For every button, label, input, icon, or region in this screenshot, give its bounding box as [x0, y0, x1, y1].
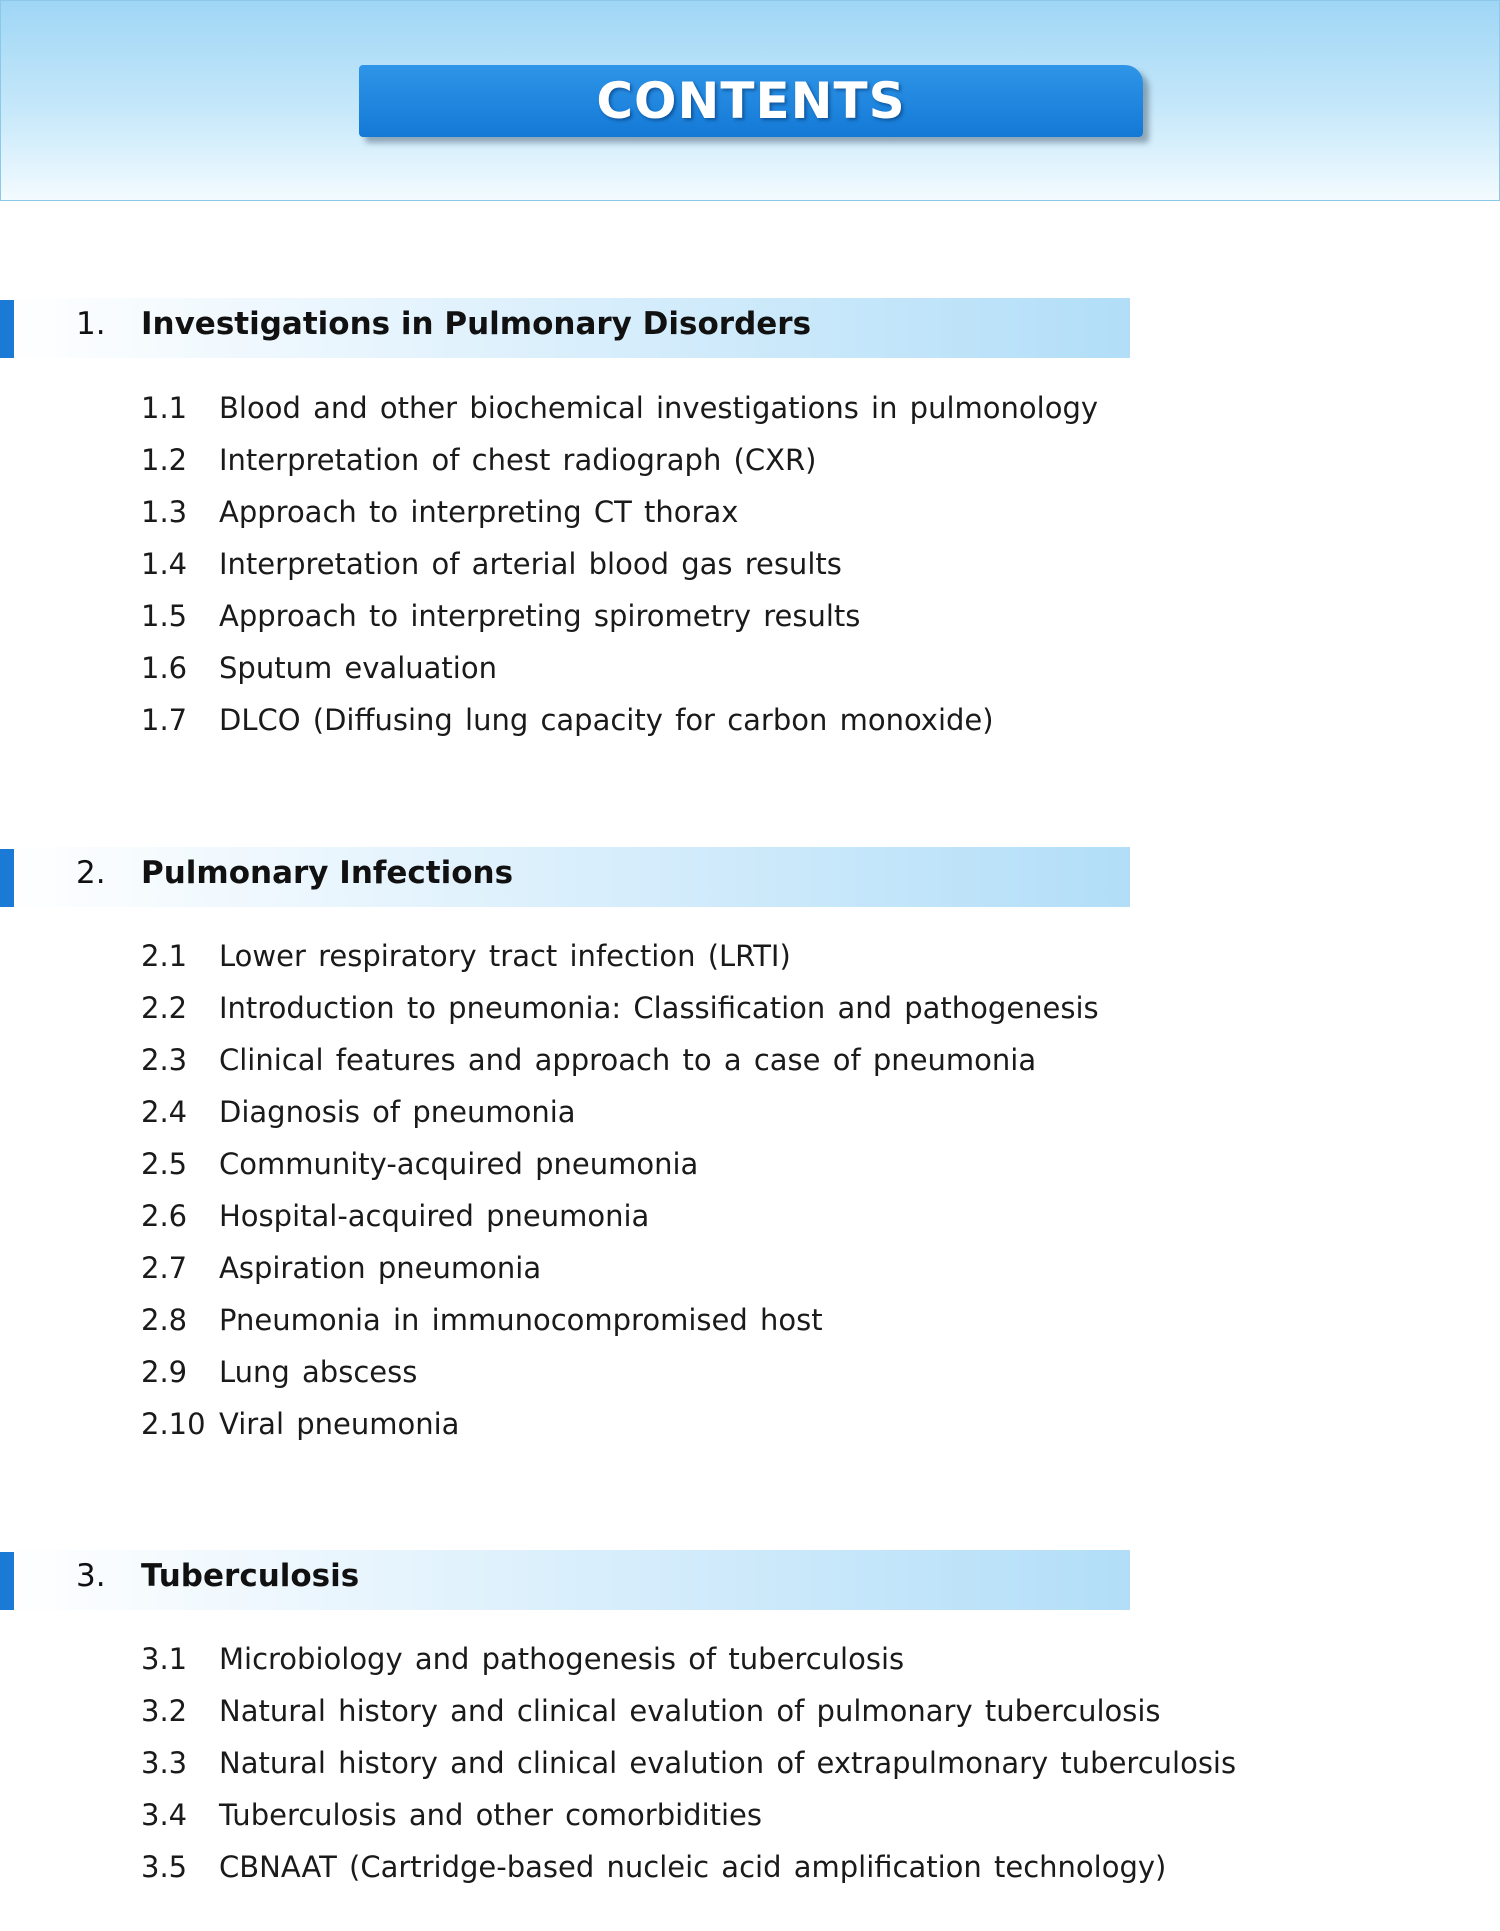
chapter-title: Tuberculosis — [141, 1558, 360, 1594]
toc-item[interactable] — [0, 693, 1500, 745]
item-number: 2.6 — [141, 1199, 188, 1233]
chapter-title: Pulmonary Infections — [141, 855, 514, 891]
toc-item[interactable] — [0, 1293, 1500, 1345]
chapter-2-items — [0, 929, 1500, 1449]
chapter-number: 3. — [76, 1558, 106, 1594]
toc-item[interactable] — [0, 1788, 1500, 1840]
item-number: 2.5 — [141, 1147, 188, 1181]
chapter-marker — [0, 849, 14, 907]
item-number: 2.2 — [141, 991, 188, 1025]
item-title: Lower respiratory tract infection (LRTI) — [219, 939, 791, 973]
chapter-marker — [0, 1552, 14, 1610]
item-title: Viral pneumonia — [219, 1407, 460, 1441]
item-number: 2.7 — [141, 1251, 188, 1285]
item-title: Approach to interpreting CT thorax — [219, 495, 739, 529]
toc-item[interactable] — [0, 1397, 1500, 1449]
item-number: 1.5 — [141, 599, 188, 633]
toc-item[interactable] — [0, 1632, 1500, 1684]
item-number: 1.7 — [141, 703, 188, 737]
item-number: 3.5 — [141, 1850, 188, 1884]
chapter-marker — [0, 300, 14, 358]
toc-item[interactable] — [0, 1033, 1500, 1085]
chapter-heading-3[interactable] — [0, 1550, 1130, 1610]
item-number: 1.4 — [141, 547, 188, 581]
item-title: Sputum evaluation — [219, 651, 497, 685]
toc-item[interactable] — [0, 1241, 1500, 1293]
item-title: Blood and other biochemical investigations in pulmonology — [219, 391, 1099, 425]
item-number: 1.6 — [141, 651, 188, 685]
toc-item[interactable] — [0, 589, 1500, 641]
chapter-heading-1[interactable] — [0, 298, 1130, 358]
item-number: 2.1 — [141, 939, 188, 973]
item-number: 2.9 — [141, 1355, 188, 1389]
toc-item[interactable] — [0, 1085, 1500, 1137]
item-title: Aspiration pneumonia — [219, 1251, 542, 1285]
toc-item[interactable] — [0, 433, 1500, 485]
toc-item[interactable] — [0, 1736, 1500, 1788]
item-title: Interpretation of arterial blood gas results — [219, 547, 842, 581]
chapter-1-items — [0, 381, 1500, 745]
item-title: Diagnosis of pneumonia — [219, 1095, 576, 1129]
toc-item[interactable] — [0, 537, 1500, 589]
item-title: Natural history and clinical evalution of pulmonary tuberculosis — [219, 1694, 1161, 1728]
item-number: 1.2 — [141, 443, 188, 477]
item-number: 2.8 — [141, 1303, 188, 1337]
chapter-3-items — [0, 1632, 1500, 1892]
contents-title-pill — [359, 65, 1143, 137]
toc-item[interactable] — [0, 485, 1500, 537]
item-number: 2.3 — [141, 1043, 188, 1077]
item-number: 2.4 — [141, 1095, 188, 1129]
item-title: Community-acquired pneumonia — [219, 1147, 699, 1181]
toc-item[interactable] — [0, 1840, 1500, 1892]
item-title: Interpretation of chest radiograph (CXR) — [219, 443, 817, 477]
toc-item[interactable] — [0, 1345, 1500, 1397]
chapter-number: 2. — [76, 855, 106, 891]
item-number: 2.10 — [141, 1407, 206, 1441]
item-title: Introduction to pneumonia: Classification and pathogenesis — [219, 991, 1099, 1025]
item-title: Lung abscess — [219, 1355, 418, 1389]
toc-item[interactable] — [0, 1137, 1500, 1189]
item-number: 3.1 — [141, 1642, 188, 1676]
item-number: 3.4 — [141, 1798, 188, 1832]
toc-item[interactable] — [0, 641, 1500, 693]
item-number: 3.3 — [141, 1746, 188, 1780]
toc-item[interactable] — [0, 381, 1500, 433]
item-title: CBNAAT (Cartridge-based nucleic acid amplification technology) — [219, 1850, 1167, 1884]
chapter-number: 1. — [76, 306, 106, 342]
item-number: 1.3 — [141, 495, 188, 529]
item-number: 1.1 — [141, 391, 188, 425]
toc-item[interactable] — [0, 981, 1500, 1033]
item-title: Pneumonia in immunocompromised host — [219, 1303, 823, 1337]
item-title: Natural history and clinical evalution of extrapulmonary tuberculosis — [219, 1746, 1237, 1780]
item-title: Microbiology and pathogenesis of tuberculosis — [219, 1642, 905, 1676]
item-title: Clinical features and approach to a case of pneumonia — [219, 1043, 1037, 1077]
header-banner — [0, 0, 1500, 201]
toc-item[interactable] — [0, 1189, 1500, 1241]
chapter-title: Investigations in Pulmonary Disorders — [141, 306, 812, 342]
toc-item[interactable] — [0, 929, 1500, 981]
item-number: 3.2 — [141, 1694, 188, 1728]
page-title: CONTENTS — [596, 72, 906, 130]
item-title: Tuberculosis and other comorbidities — [219, 1798, 763, 1832]
item-title: DLCO (Diffusing lung capacity for carbon monoxide) — [219, 703, 994, 737]
item-title: Hospital-acquired pneumonia — [219, 1199, 650, 1233]
item-title: Approach to interpreting spirometry results — [219, 599, 861, 633]
chapter-heading-2[interactable] — [0, 847, 1130, 907]
toc-item[interactable] — [0, 1684, 1500, 1736]
